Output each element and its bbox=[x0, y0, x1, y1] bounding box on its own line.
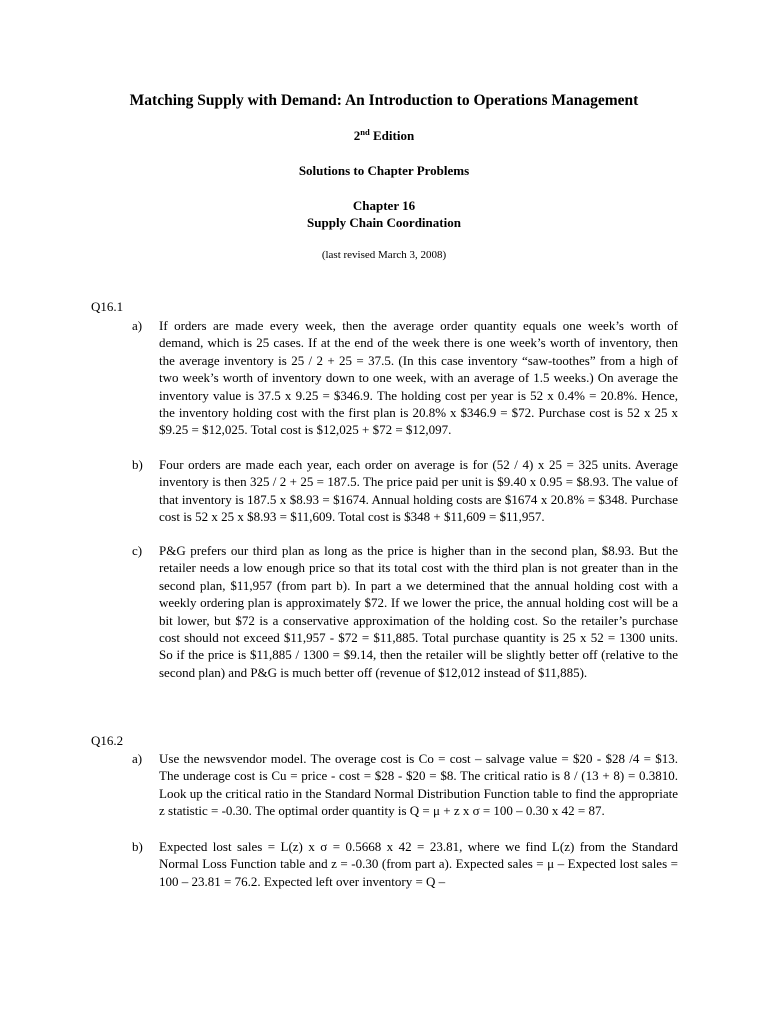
edition-word: Edition bbox=[369, 128, 415, 143]
answer-item bbox=[132, 317, 678, 439]
answer-item bbox=[132, 838, 678, 890]
answer-letter: c) bbox=[132, 543, 143, 558]
answer-text: If orders are made every week, then the average order quantity equals one week’s worth of demand, which is 25 cases. If at the end of the week there is one week’s worth of inventory, then the average inventory is 25 / 2 + 25 = 37.5. (In this case inventory “saw-toothes” from a high of two week’s worth of inventory down to one week, with an average of 1.5 weeks.) On average the inventory value is 37.5 x 9.25 = $346.9. The holding cost per year is 52 x 0.4% = 20.8%. Hence, the inventory holding cost with the first plan is 20.8% x $346.9 = $72. Purchase cost is 52 x 25 x $9.25 = $12,025. Total cost is $12,025 + $72 = $12,097. bbox=[159, 318, 678, 438]
edition-line bbox=[0, 127, 768, 145]
answer-item bbox=[132, 750, 678, 820]
answer-text: Use the newsvendor model. The overage cost is Co = cost – salvage value = $20 - $28 /4 = $13. The underage cost is Cu = price - cost = $28 - $20 = $8. The critical ratio is 8 / (13 + 8) = 0.3810. Look up the critical ratio in the Standard Normal Distribution Function table to find the appropriate z statistic = -0.30. The optimal order quantity is Q = μ + z x σ = 100 – 0.30 x 42 = 87. bbox=[159, 751, 678, 819]
chapter-number: Chapter 16 bbox=[352, 198, 416, 213]
answer-letter: a) bbox=[132, 751, 143, 766]
document-subtitle: Solutions to Chapter Problems bbox=[298, 163, 470, 178]
revision-note: (last revised March 3, 2008) bbox=[321, 249, 447, 261]
answer-item bbox=[132, 456, 678, 526]
edition-suffix: nd bbox=[360, 127, 370, 137]
question-label: Q16.1 bbox=[91, 299, 124, 314]
answer-text: Four orders are made each year, each order on average is for (52 / 4) x 25 = 325 units. Average inventory is then 325 / 2 + 25 = 187.5. The price paid per unit is $9.40 x 0.95 = $8.93. The value of that inventory is 187.5 x $8.93 = $1674. Annual holding costs are $1674 x 20.8% = $348. Purchase cost is 52 x 25 x $8.93 = $11,609. Total cost is $348 + $11,609 = $11,957. bbox=[159, 457, 678, 525]
document-title: Matching Supply with Demand: An Introduction to Operations Management bbox=[129, 92, 639, 109]
answer-letter: a) bbox=[132, 318, 143, 333]
answer-text: Expected lost sales = L(z) x σ = 0.5668 x 42 = 23.81, where we find L(z) from the Standard Normal Loss Function table and z = -0.30 (from part a). Expected sales = μ – Expected lost sales = 100 – 23.81 = 76.2. Expected left over inventory = Q – bbox=[159, 839, 678, 889]
answer-letter: b) bbox=[132, 457, 143, 472]
question-label: Q16.2 bbox=[91, 733, 124, 748]
answer-letter: b) bbox=[132, 839, 143, 854]
edition-number: 2 bbox=[353, 128, 361, 143]
chapter-name: Supply Chain Coordination bbox=[307, 215, 461, 230]
answer-text: P&G prefers our third plan as long as the price is higher than in the second plan, $8.93. But the retailer needs a low enough price so that its total cost with the third plan is not greater than in the second plan, $11,957 (from part b). In part a we determined that the annual holding cost with a weekly ordering plan is approximately $72. If we lower the price, the annual holding cost will be a bit lower, but $72 is a conservative approximation of the holding cost. So the retailer’s purchase cost should not exceed $11,957 - $72 = $11,885. Total purchase quantity is 25 x 52 = 1300 units. So if the price is $11,885 / 1300 = $9.14, then the retailer will be slightly better off (relative to the second plan) and P&G is much better off (revenue of $12,012 instead of $11,885). bbox=[159, 543, 678, 680]
answer-item bbox=[132, 542, 678, 681]
